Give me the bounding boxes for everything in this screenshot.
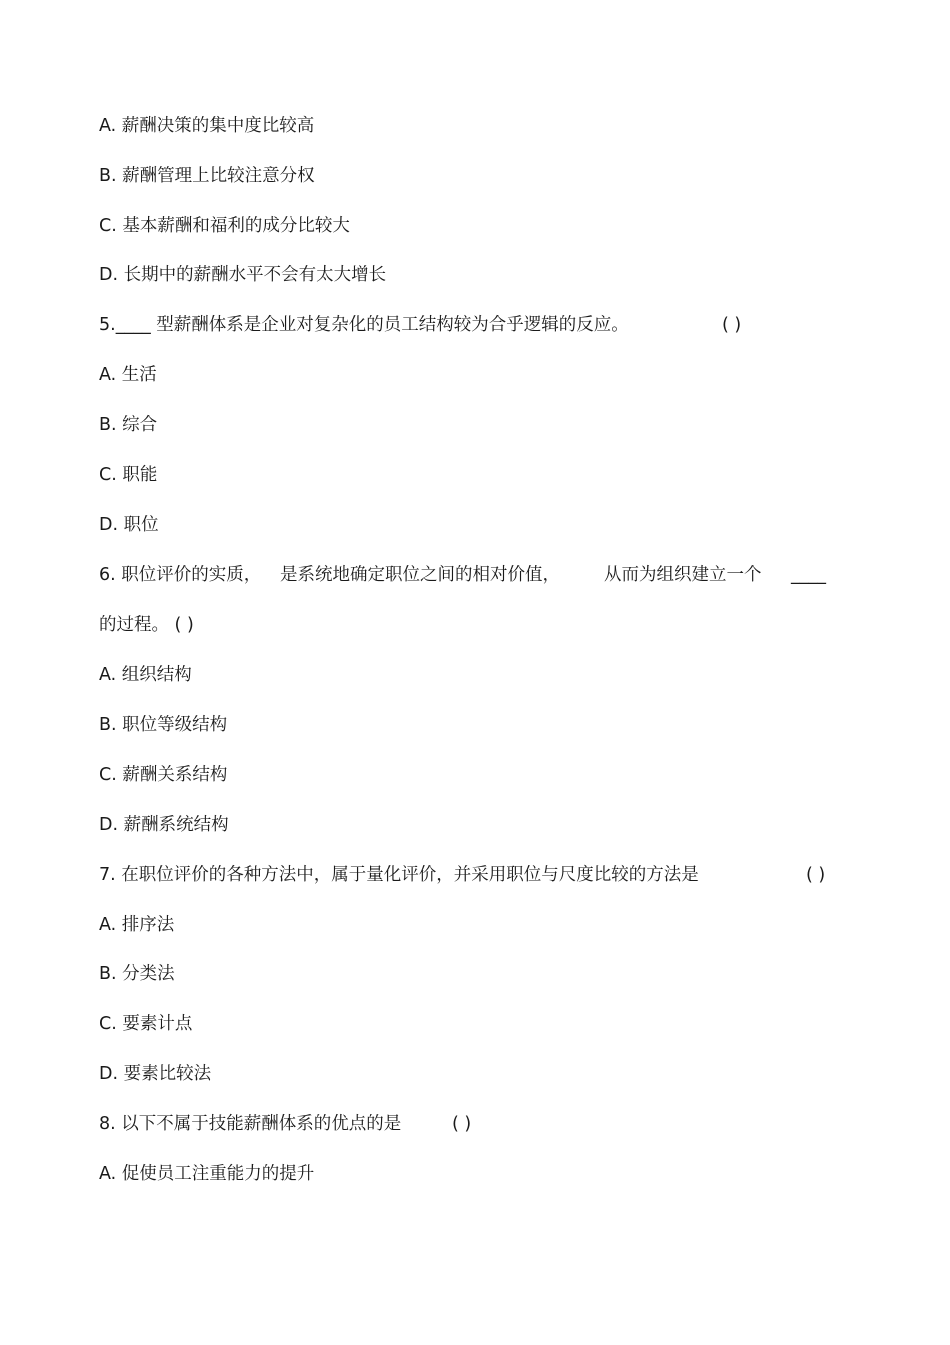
q4-option-b: B. 薪酬管理上比较注意分权 [99,166,315,186]
q6-stem-part3: 从而为组织建立一个 [604,565,762,585]
q6-stem-part2: 是系统地确定职位之间的相对价值， [280,565,560,585]
q7-option-c: C. 要素计点 [99,1014,193,1034]
q7-answer-paren: ( ) [806,865,826,885]
q5-option-d: D. 职位 [99,515,159,535]
q6-option-c: C. 薪酬关系结构 [99,765,228,785]
q7-stem: 7. 在职位评价的各种方法中，属于量化评价，并采用职位与尺度比较的方法是 [99,865,699,885]
q6-option-b: B. 职位等级结构 [99,715,228,735]
q5-option-b: B. 综合 [99,415,158,435]
q6-option-a: A. 组织结构 [99,665,192,685]
q5-option-c: C. 职能 [99,465,158,485]
q6-stem-part1: 6. 职位评价的实质， [99,565,262,585]
q8-option-a: A. 促使员工注重能力的提升 [99,1164,315,1184]
q8-answer-paren: ( ) [452,1114,472,1134]
q8-stem: 8. 以下不属于技能薪酬体系的优点的是 [99,1114,402,1134]
q5-stem: 5.____ 型薪酬体系是企业对复杂化的员工结构较为合乎逻辑的反应。 [99,315,629,335]
q7-option-d: D. 要素比较法 [99,1064,212,1084]
q4-option-d: D. 长期中的薪酬水平不会有太大增长 [99,265,387,285]
q6-blank: ____ [791,565,826,585]
q7-option-a: A. 排序法 [99,915,175,935]
q6-stem-line2: 的过程。 ( ) [99,615,194,635]
q5-option-a: A. 生活 [99,365,157,385]
q6-option-d: D. 薪酬系统结构 [99,815,229,835]
q5-answer-paren: ( ) [722,315,742,335]
q7-option-b: B. 分类法 [99,964,175,984]
q4-option-c: C. 基本薪酬和福利的成分比较大 [99,216,350,236]
q4-option-a: A. 薪酬决策的集中度比较高 [99,116,315,136]
